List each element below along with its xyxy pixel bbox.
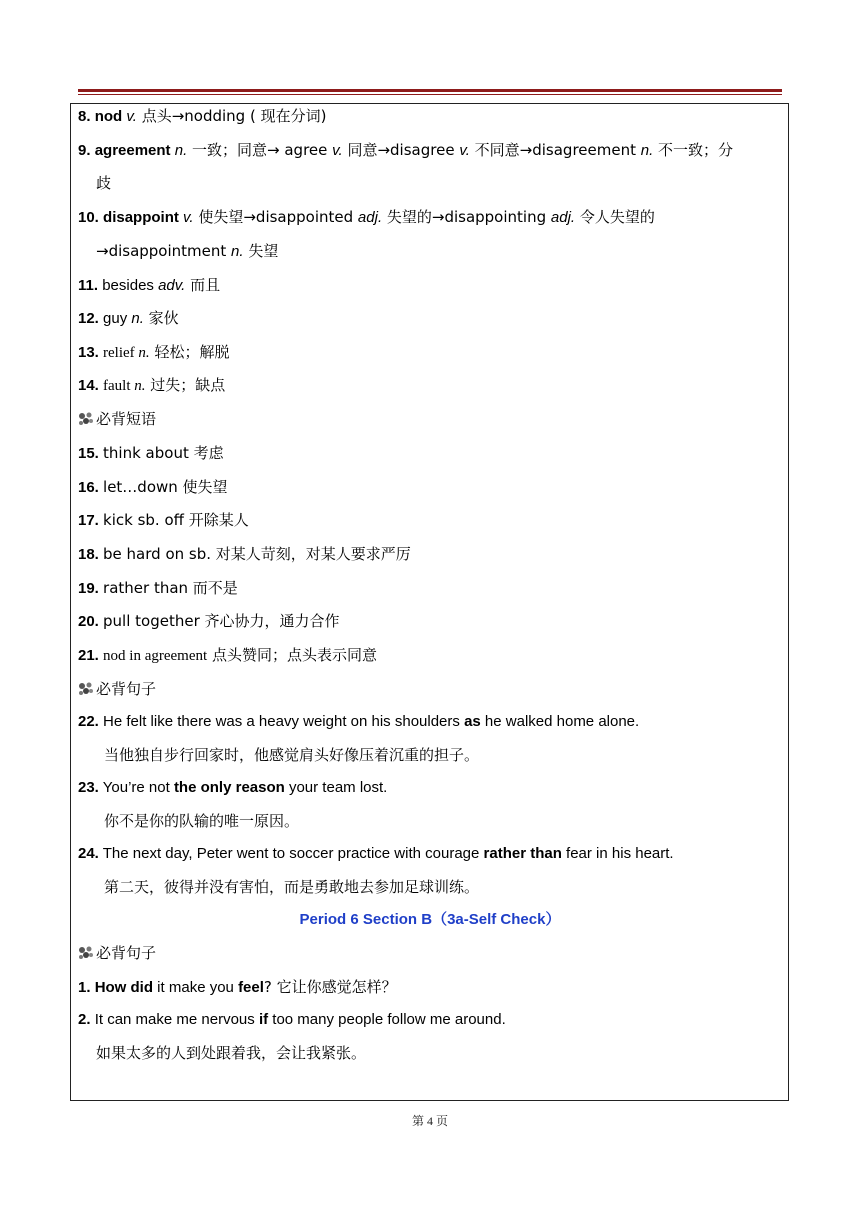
sentence-23 — [78, 778, 387, 798]
sentence-text: You’re not — [102, 779, 174, 796]
entry-number: 2. — [78, 1011, 91, 1028]
entry-text: 使失望→disappointed — [193, 208, 358, 226]
entry-pos: v. — [332, 142, 343, 159]
entry-text: 不一致；分 — [653, 141, 734, 159]
entry-number: 11. — [78, 277, 99, 294]
period-heading: Period 6 Section B（3a-Self Check） — [299, 911, 561, 928]
phrase-19 — [78, 578, 238, 599]
phrase-text: be hard on sb. 对某人苛刻，对某人要求严厉 — [103, 545, 411, 563]
section-heading-sentences — [78, 679, 156, 700]
entry-number: 17. — [78, 512, 99, 529]
entry-number: 14. — [78, 377, 99, 394]
sentence-keyword: if — [258, 1011, 269, 1028]
entry-word: fault — [103, 378, 135, 394]
sentence-keyword: as — [464, 713, 481, 730]
phrase-text: kick sb. off 开除某人 — [103, 511, 249, 529]
entry-11 — [78, 275, 220, 296]
header-rule-thin — [78, 94, 782, 95]
entry-14 — [78, 375, 225, 396]
entry-10-continued — [96, 241, 278, 262]
entry-text: 不同意→disagreement — [469, 141, 641, 159]
sentence-text: it make you — [153, 979, 239, 996]
entry-pos: v. — [183, 209, 194, 226]
entry-text: 同意→disagree — [342, 141, 460, 159]
entry-word: guy — [103, 310, 132, 327]
phrase-20 — [78, 611, 340, 632]
entry-word: nod — [94, 108, 123, 125]
entry-pos: n. — [640, 142, 654, 159]
sentence-keyword: rather than — [483, 845, 562, 862]
entry-13 — [78, 342, 229, 363]
sentence-text: He felt like there was a heavy weight on his shoulders — [103, 713, 465, 730]
entry-pos: n. — [134, 378, 146, 394]
sentence-keyword: feel — [238, 979, 264, 996]
phrase-15 — [78, 443, 224, 464]
sentence-keyword: How did — [94, 979, 154, 996]
entry-text: 令人失望的 — [575, 208, 655, 226]
sentence-p2-translation: 如果太多的人到处跟着我，会让我紧张。 — [96, 1044, 367, 1062]
phrase-18 — [78, 544, 411, 565]
entry-number: 18. — [78, 546, 99, 563]
entry-text: 点头→nodding ( 现在分词) — [136, 107, 327, 125]
phrase-text: pull together 齐心协力，通力合作 — [103, 612, 340, 630]
flower-bullet-icon — [78, 412, 94, 426]
phrase-text: let…down 使失望 — [103, 478, 228, 496]
section-heading-sentences-2 — [78, 943, 156, 964]
phrase-text: nod in agreement — [103, 648, 208, 664]
entry-number: 1. — [78, 979, 91, 996]
entry-text: 一致；同意→ agree — [187, 141, 333, 159]
entry-pos: v. — [126, 108, 137, 125]
entry-word: disappoint — [103, 209, 179, 226]
sentence-text: It can make me nervous — [94, 1011, 259, 1028]
section-heading-text: 必背句子 — [96, 680, 157, 698]
entry-text: 而且 — [185, 276, 221, 294]
sentence-text: The next day, Peter went to soccer practice with courage — [102, 845, 484, 862]
entry-number: 19. — [78, 580, 99, 597]
entry-number: 22. — [78, 713, 99, 730]
entry-word: agreement — [94, 142, 171, 159]
sentence-p2 — [78, 1010, 506, 1030]
sentence-24-translation: 第二天，彼得并没有害怕，而是勇敢地去参加足球训练。 — [104, 878, 480, 896]
entry-9-continued: 歧 — [96, 174, 112, 192]
entry-number: 24. — [78, 845, 99, 862]
section-heading-phrases — [78, 409, 156, 430]
entry-number: 13. — [78, 344, 99, 361]
sentence-text: ? 它让你感觉怎样？ — [263, 978, 397, 996]
section-heading-text: 必背短语 — [96, 410, 157, 428]
entry-number: 12. — [78, 310, 99, 327]
entry-pos: n. — [131, 310, 144, 327]
entry-pos: adj. — [357, 209, 383, 226]
entry-text: 过失；缺点 — [145, 376, 226, 394]
entry-number: 20. — [78, 613, 99, 630]
sentence-keyword: the only reason — [173, 779, 285, 796]
entry-word: relief — [103, 345, 139, 361]
sentence-p1 — [78, 977, 397, 998]
entry-pos: n. — [231, 243, 244, 260]
sentence-23-translation: 你不是你的队输的唯一原因。 — [104, 812, 300, 830]
phrase-text: think about 考虑 — [103, 444, 224, 462]
entry-pos: v. — [459, 142, 470, 159]
entry-text: 失望的→disappointing — [382, 208, 551, 226]
entry-number: 23. — [78, 779, 99, 796]
entry-text: →disappointment — [96, 242, 232, 260]
entry-pos: n. — [138, 345, 150, 361]
entry-pos: adj. — [550, 209, 576, 226]
sentence-22-translation: 当他独自步行回家时，他感觉肩头好像压着沉重的担子。 — [104, 746, 480, 764]
phrase-text: rather than 而不是 — [103, 579, 238, 597]
sentence-text: too many people follow me around. — [268, 1011, 506, 1028]
entry-number: 9. — [78, 142, 91, 159]
entry-number: 8. — [78, 108, 91, 125]
flower-bullet-icon — [78, 946, 94, 960]
phrase-21 — [78, 645, 377, 666]
entry-number: 15. — [78, 445, 99, 462]
entry-12 — [78, 308, 179, 329]
entry-word: besides — [102, 277, 159, 294]
phrase-16 — [78, 477, 228, 498]
entry-pos: adv. — [158, 277, 186, 294]
entry-text: 失望 — [243, 242, 279, 260]
sentence-text: he walked home alone. — [480, 713, 640, 730]
phrase-17 — [78, 510, 249, 531]
flower-bullet-icon — [78, 682, 94, 696]
sentence-24 — [78, 844, 674, 864]
entry-pos: n. — [174, 142, 188, 159]
sentence-text: fear in his heart. — [561, 845, 674, 862]
sentence-text: your team lost. — [284, 779, 388, 796]
entry-9 — [78, 140, 733, 161]
entry-number: 21. — [78, 647, 99, 664]
phrase-translation: 点头赞同；点头表示同意 — [207, 646, 377, 664]
page-footer: 第 4 页 — [411, 1114, 448, 1128]
entry-text: 轻松；解脱 — [149, 343, 230, 361]
sentence-22 — [78, 712, 639, 732]
header-rule-thick — [78, 89, 782, 92]
entry-8 — [78, 106, 326, 127]
entry-10 — [78, 207, 655, 228]
section-heading-text: 必背句子 — [96, 944, 157, 962]
entry-number: 16. — [78, 479, 99, 496]
entry-text: 家伙 — [143, 309, 179, 327]
entry-number: 10. — [78, 209, 99, 226]
